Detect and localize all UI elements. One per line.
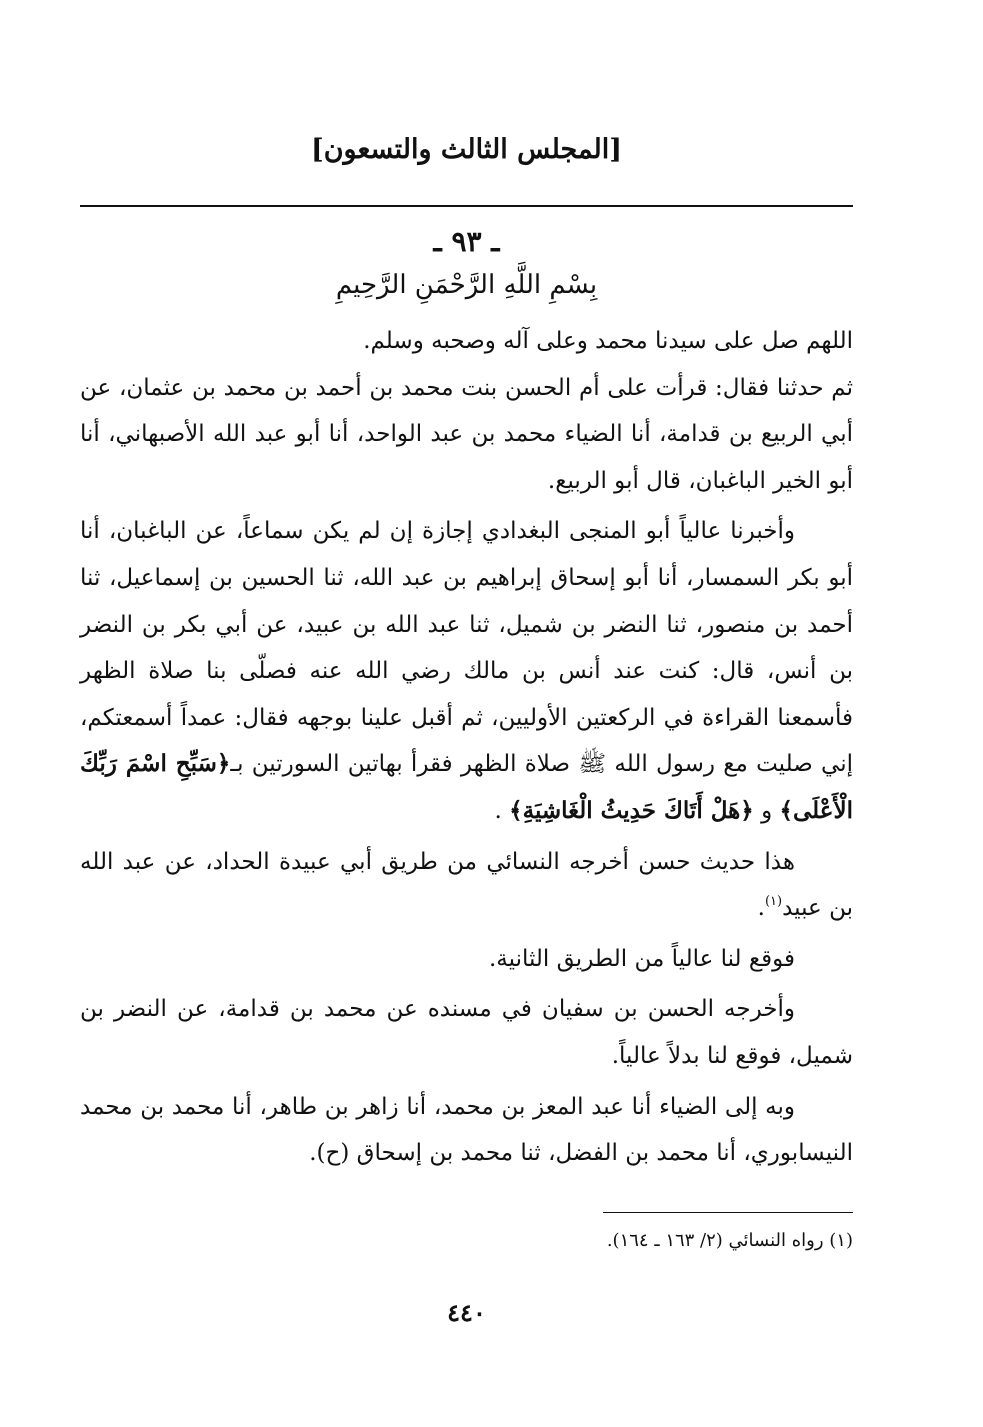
paragraph-hasan-bin-sufyan: وأخرجه الحسن بن سفيان في مسنده عن محمد بن قدامة، عن النضر بن شميل، فوقع لنا بدلاً عالياً. — [80, 996, 853, 1069]
hadith-text: وأخبرنا عالياً أبو المنجى البغدادي إجازة إن لم يكن سماعاً، عن الباغبان، أنا أبو بكر السمسار، أنا أبو إسحاق إبراهيم بن عبد الله، ثنا الحسين بن إسماعيل، ثنا أحمد بن منصور، ثنا النضر بن شميل، ثنا عبد الله بن عبيد، عن أبي بكر بن النضر بن أنس، قال: كنت عند أنس بن مالك رضي الله عنه فصلّى بنا صلاة الظهر فأسمعنا القراءة في الركعتين الأوليين، ثم أقبل علينا بوجهه فقال: عمداً أسمعتكم، إني صليت مع رسول الله ﷺ صلاة الظهر فقرأ بهاتين السورتين بـ — [80, 518, 853, 778]
paragraph-hadith — [80, 508, 853, 834]
body-text — [80, 318, 853, 1177]
quran-verse-al-ala: ﴿سَبِّحِ اسْمَ رَبِّكَ الْأَعْلَى﴾ — [80, 750, 853, 824]
footnote-reference: (١) — [764, 894, 783, 910]
connector-and: و — [761, 797, 773, 824]
basmala: بِسْمِ اللَّهِ الرَّحْمَنِ الرَّحِيمِ — [335, 270, 598, 300]
header-divider — [80, 205, 853, 207]
sentence-end: . — [494, 797, 502, 824]
footnote-divider — [603, 1212, 853, 1213]
section-number: ـ ٩٣ ـ — [433, 225, 500, 258]
chapter-title: [المجلس الثالث والتسعون] — [310, 134, 623, 165]
paragraph-isnad-2: وبه إلى الضياء أنا عبد المعز بن محمد، أنا زاهر بن طاهر، أنا محمد بن محمد النيسابوري، أنا محمد بن الفضل، ثنا محمد بن إسحاق (ح). — [80, 1093, 853, 1167]
sentence-end: . — [757, 895, 765, 922]
paragraph-takhrij — [80, 839, 853, 932]
opening-prayer: اللهم صل على سيدنا محمد وعلى آله وصحبه وسلم. — [363, 328, 853, 354]
quran-verse-al-ghashiyah: ﴿هَلْ أَتَاكَ حَدِيثُ الْغَاشِيَةِ﴾ — [509, 796, 754, 824]
paragraph-uluw: فوقع لنا عالياً من الطريق الثانية. — [488, 945, 795, 972]
page-number: ٤٤٠ — [447, 1298, 486, 1327]
paragraph-isnad-1: ثم حدثنا فقال: قرأت على أم الحسن بنت محمد بن أحمد بن محمد بن عثمان، عن أبي الربيع بن قدامة، أنا الضياء محمد بن عبد الواحد، أنا أبو عبد الله الأصبهاني، أنا أبو الخير الباغبان، قال أبو الربيع. — [80, 374, 853, 494]
footnote: (١) رواه النسائي (٢/ ١٦٣ ـ ١٦٤). — [606, 1230, 853, 1251]
takhrij-text: هذا حديث حسن أخرجه النسائي من طريق أبي عبيدة الحداد، عن عبد الله بن عبيد — [80, 848, 853, 922]
